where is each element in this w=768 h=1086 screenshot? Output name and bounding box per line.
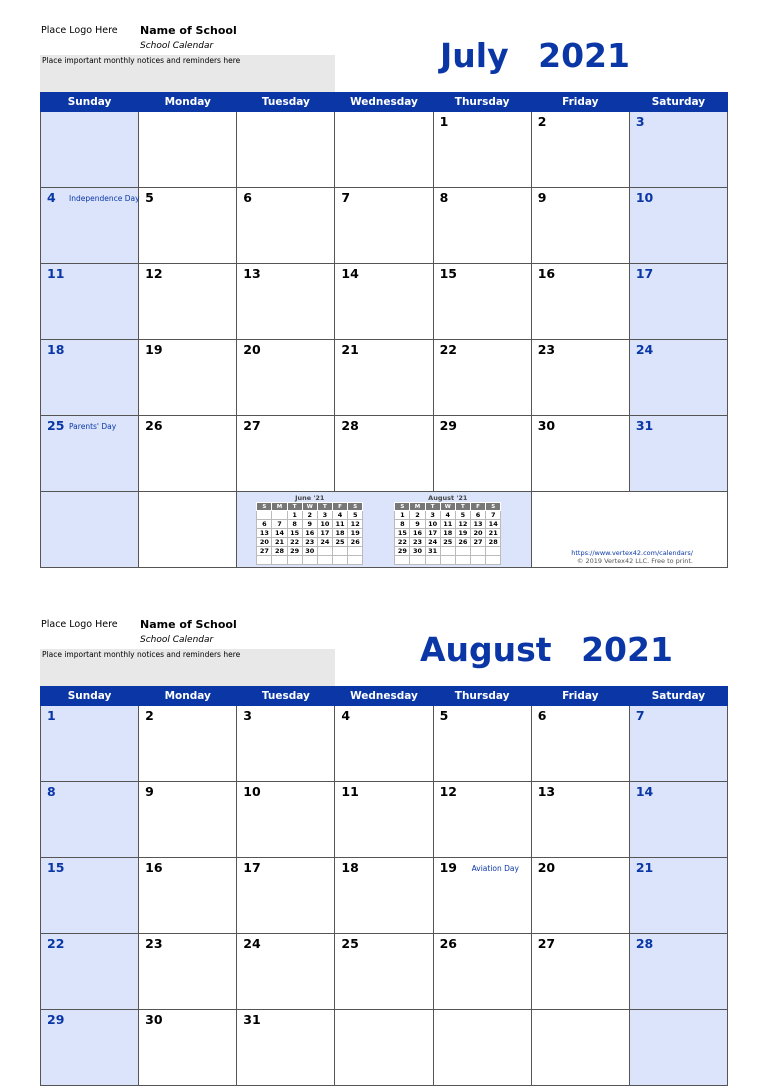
day-number: 22 [439, 342, 457, 357]
day-number: 4 [341, 708, 351, 723]
mini-day: 22 [395, 538, 410, 547]
day-cell[interactable] [531, 934, 629, 1010]
mini-day: 18 [440, 529, 455, 538]
day-cell[interactable] [335, 782, 433, 858]
mini-day: 6 [470, 511, 485, 520]
weekday-header: Saturday [629, 687, 727, 706]
extra-row [41, 492, 728, 568]
day-cell[interactable] [237, 934, 335, 1010]
mini-day: 31 [425, 547, 440, 556]
mini-day [440, 556, 455, 565]
day-cell[interactable] [237, 1010, 335, 1086]
day-number: 19 [145, 342, 163, 357]
day-number: 2 [145, 708, 154, 723]
day-number: 4 [47, 190, 56, 205]
mini-day: 20 [257, 538, 272, 547]
weekday-header: Wednesday [335, 93, 433, 112]
day-number: 20 [243, 342, 261, 357]
mini-day [332, 556, 347, 565]
week-row [41, 934, 728, 1010]
day-cell[interactable] [139, 858, 237, 934]
day-cell[interactable] [531, 858, 629, 934]
day-number: 12 [145, 266, 163, 281]
day-note: Aviation Day [471, 864, 519, 873]
day-cell[interactable] [531, 188, 629, 264]
mini-day: 5 [348, 511, 363, 520]
day-cell[interactable] [531, 340, 629, 416]
day-number: 29 [439, 418, 457, 433]
day-cell[interactable] [629, 1010, 727, 1086]
day-number: 10 [635, 190, 654, 205]
day-number: 15 [439, 266, 457, 281]
day-number: 1 [439, 114, 449, 129]
mini-day [272, 556, 287, 565]
day-cell[interactable] [139, 112, 237, 188]
mini-calendar-title: August '21 [428, 494, 468, 502]
day-cell[interactable] [629, 706, 727, 782]
mini-day [317, 547, 332, 556]
day-number: 18 [47, 342, 65, 357]
day-cell[interactable] [433, 264, 531, 340]
weekday-header: Monday [139, 687, 237, 706]
day-cell[interactable] [629, 340, 727, 416]
day-number: 2 [537, 114, 547, 129]
day-cell[interactable] [237, 112, 335, 188]
mini-weekday: S [257, 503, 272, 511]
day-cell[interactable] [629, 416, 727, 492]
day-number: 6 [537, 708, 547, 723]
mini-day: 22 [287, 538, 302, 547]
day-number: 5 [439, 708, 449, 723]
mini-day: 26 [348, 538, 363, 547]
mini-day [287, 556, 302, 565]
mini-weekday: S [486, 503, 501, 511]
mini-day: 23 [302, 538, 317, 547]
day-number: 24 [635, 342, 654, 357]
day-cell[interactable] [433, 416, 531, 492]
calendar-subtitle: School Calendar [140, 635, 214, 645]
mini-day: 15 [287, 529, 302, 538]
day-cell[interactable] [237, 706, 335, 782]
day-number: 14 [635, 784, 654, 799]
day-number: 9 [537, 190, 547, 205]
mini-day: 1 [287, 511, 302, 520]
mini-day: 27 [470, 538, 485, 547]
mini-day: 12 [348, 520, 363, 529]
week-row [41, 782, 728, 858]
mini-weekday: M [410, 503, 425, 511]
mini-day: 28 [272, 547, 287, 556]
day-cell[interactable] [335, 188, 433, 264]
mini-day: 16 [302, 529, 317, 538]
mini-day: 17 [317, 529, 332, 538]
mini-calendar-title: June '21 [295, 494, 325, 502]
mini-day: 10 [425, 520, 440, 529]
day-number: 10 [243, 784, 261, 799]
day-number: 19 [439, 860, 457, 875]
mini-weekday: W [440, 503, 455, 511]
day-cell[interactable] [433, 858, 531, 934]
mini-day [317, 556, 332, 565]
mini-day: 21 [486, 529, 501, 538]
day-cell[interactable] [531, 706, 629, 782]
mini-day: 11 [332, 520, 347, 529]
mini-day: 19 [348, 529, 363, 538]
mini-day: 23 [410, 538, 425, 547]
mini-day: 25 [332, 538, 347, 547]
mini-weekday: T [455, 503, 470, 511]
mini-day [470, 547, 485, 556]
day-number: 3 [635, 114, 645, 129]
day-number: 13 [537, 784, 556, 799]
month-year: 2021 [581, 630, 673, 669]
month-name: July [440, 36, 509, 75]
mini-weekday: T [287, 503, 302, 511]
weekday-header: Saturday [629, 93, 727, 112]
mini-day: 30 [410, 547, 425, 556]
day-cell[interactable] [41, 340, 139, 416]
mini-weekday: S [395, 503, 410, 511]
mini-day [455, 556, 470, 565]
day-cell[interactable] [531, 416, 629, 492]
day-cell[interactable] [139, 706, 237, 782]
month-title [440, 36, 630, 82]
day-number: 1 [47, 708, 56, 723]
mini-day: 12 [455, 520, 470, 529]
weekday-header: Tuesday [237, 687, 335, 706]
mini-day: 27 [257, 547, 272, 556]
mini-day: 7 [486, 511, 501, 520]
mini-day [395, 556, 410, 565]
mini-day: 28 [486, 538, 501, 547]
calendar-subtitle: School Calendar [140, 41, 214, 51]
day-cell[interactable] [629, 264, 727, 340]
mini-day [257, 556, 272, 565]
day-number: 24 [243, 936, 261, 951]
day-number: 5 [145, 190, 154, 205]
weekday-header: Sunday [41, 93, 139, 112]
mini-weekday: M [272, 503, 287, 511]
day-cell[interactable] [335, 706, 433, 782]
day-cell[interactable] [139, 934, 237, 1010]
school-name: Name of School [140, 618, 237, 631]
day-number: 6 [243, 190, 252, 205]
day-cell[interactable] [531, 264, 629, 340]
mini-day: 17 [425, 529, 440, 538]
day-cell[interactable] [531, 112, 629, 188]
weekday-header: Friday [531, 687, 629, 706]
day-number: 17 [243, 860, 261, 875]
day-number: 27 [537, 936, 556, 951]
mini-day [440, 547, 455, 556]
day-cell[interactable] [237, 782, 335, 858]
logo-placeholder: Place Logo Here [41, 25, 118, 36]
mini-day: 24 [425, 538, 440, 547]
day-cell[interactable] [41, 1010, 139, 1086]
mini-day: 3 [317, 511, 332, 520]
mini-day: 21 [272, 538, 287, 547]
month-grid [40, 92, 728, 568]
mini-calendar [394, 494, 501, 565]
day-cell[interactable] [139, 782, 237, 858]
mini-day: 8 [395, 520, 410, 529]
day-number: 18 [341, 860, 359, 875]
day-number: 21 [341, 342, 359, 357]
mini-day: 4 [332, 511, 347, 520]
mini-day: 8 [287, 520, 302, 529]
day-number: 16 [537, 266, 556, 281]
week-row [41, 340, 728, 416]
mini-day [410, 556, 425, 565]
mini-weekday: W [302, 503, 317, 511]
month-name: August [420, 630, 552, 669]
day-number: 30 [537, 418, 556, 433]
day-number: 29 [47, 1012, 65, 1027]
day-cell[interactable] [237, 858, 335, 934]
weekday-header: Sunday [41, 687, 139, 706]
day-number: 8 [439, 190, 449, 205]
calendar-header [0, 0, 768, 92]
mini-day: 2 [302, 511, 317, 520]
mini-day: 30 [302, 547, 317, 556]
day-number: 22 [47, 936, 65, 951]
mini-day: 4 [440, 511, 455, 520]
day-number: 26 [145, 418, 163, 433]
copyright-text: © 2019 Vertex42 LLC. Free to print. [576, 557, 693, 565]
day-cell[interactable] [629, 858, 727, 934]
day-number: 7 [341, 190, 351, 205]
day-number: 15 [47, 860, 65, 875]
day-cell[interactable] [629, 188, 727, 264]
day-number: 28 [635, 936, 654, 951]
vertex42-link[interactable]: https://www.vertex42.com/calendars/ [571, 549, 693, 557]
mini-day: 10 [317, 520, 332, 529]
day-cell[interactable] [41, 188, 139, 264]
day-cell[interactable] [531, 1010, 629, 1086]
mini-day [425, 556, 440, 565]
mini-day [348, 556, 363, 565]
weekday-header: Thursday [433, 687, 531, 706]
day-cell[interactable] [629, 782, 727, 858]
day-note: Parents' Day [69, 422, 117, 431]
mini-calendar [256, 494, 363, 565]
mini-day: 13 [470, 520, 485, 529]
day-cell[interactable] [41, 782, 139, 858]
mini-weekday: T [425, 503, 440, 511]
month-year: 2021 [538, 36, 630, 75]
day-number: 26 [439, 936, 457, 951]
day-cell[interactable] [433, 1010, 531, 1086]
day-cell[interactable] [433, 782, 531, 858]
day-number: 23 [145, 936, 163, 951]
weekday-header: Thursday [433, 93, 531, 112]
day-number: 27 [243, 418, 261, 433]
day-cell[interactable] [41, 416, 139, 492]
day-cell[interactable] [433, 188, 531, 264]
week-row [41, 706, 728, 782]
week-row [41, 416, 728, 492]
day-number: 3 [243, 708, 252, 723]
day-number: 31 [635, 418, 654, 433]
notice-box[interactable]: Place important monthly notices and reminders here [40, 55, 335, 92]
day-cell[interactable] [237, 340, 335, 416]
day-number: 21 [635, 860, 654, 875]
logo-placeholder: Place Logo Here [41, 619, 118, 630]
credits-cell [531, 492, 727, 568]
day-number: 14 [341, 266, 359, 281]
mini-day: 24 [317, 538, 332, 547]
day-cell[interactable] [335, 112, 433, 188]
day-number: 17 [635, 266, 654, 281]
day-number: 11 [47, 266, 65, 281]
mini-day: 29 [395, 547, 410, 556]
day-number: 9 [145, 784, 154, 799]
weekday-header: Wednesday [335, 687, 433, 706]
day-number: 7 [635, 708, 645, 723]
day-cell[interactable] [629, 112, 727, 188]
mini-day: 6 [257, 520, 272, 529]
day-cell[interactable] [41, 264, 139, 340]
week-row [41, 264, 728, 340]
week-row [41, 112, 728, 188]
mini-day: 2 [410, 511, 425, 520]
mini-day [332, 547, 347, 556]
day-cell[interactable] [335, 264, 433, 340]
mini-day [455, 547, 470, 556]
day-number: 23 [537, 342, 556, 357]
day-number: 28 [341, 418, 359, 433]
school-name: Name of School [140, 24, 237, 37]
day-cell[interactable] [335, 1010, 433, 1086]
mini-day: 5 [455, 511, 470, 520]
mini-day: 25 [440, 538, 455, 547]
mini-day: 7 [272, 520, 287, 529]
calendar-august [0, 594, 768, 1027]
day-cell[interactable] [139, 492, 237, 568]
notice-box[interactable]: Place important monthly notices and reminders here [40, 649, 335, 686]
week-row [41, 1010, 728, 1086]
day-cell[interactable] [139, 188, 237, 264]
day-number: 11 [341, 784, 359, 799]
day-cell[interactable] [139, 340, 237, 416]
day-cell[interactable] [335, 858, 433, 934]
mini-day: 3 [425, 511, 440, 520]
day-number: 8 [47, 784, 56, 799]
mini-day: 15 [395, 529, 410, 538]
day-cell[interactable] [531, 782, 629, 858]
day-cell[interactable] [335, 934, 433, 1010]
weekday-header: Monday [139, 93, 237, 112]
day-cell[interactable] [139, 264, 237, 340]
mini-day [257, 511, 272, 520]
weekday-header: Tuesday [237, 93, 335, 112]
day-number: 31 [243, 1012, 261, 1027]
day-number: 20 [537, 860, 556, 875]
day-number: 25 [47, 418, 65, 433]
credits [571, 549, 693, 565]
mini-day [470, 556, 485, 565]
mini-day: 19 [455, 529, 470, 538]
mini-day: 9 [302, 520, 317, 529]
day-cell[interactable] [41, 934, 139, 1010]
week-row [41, 858, 728, 934]
mini-day: 14 [272, 529, 287, 538]
calendar-header [0, 594, 768, 686]
day-cell[interactable] [237, 264, 335, 340]
mini-day [486, 556, 501, 565]
mini-day: 11 [440, 520, 455, 529]
mini-day [272, 511, 287, 520]
month-grid [40, 686, 728, 1086]
mini-day: 29 [287, 547, 302, 556]
day-cell[interactable] [237, 416, 335, 492]
day-cell[interactable] [335, 340, 433, 416]
week-row [41, 188, 728, 264]
day-cell[interactable] [41, 492, 139, 568]
mini-day: 18 [332, 529, 347, 538]
mini-day: 16 [410, 529, 425, 538]
day-cell[interactable] [139, 416, 237, 492]
mini-day: 14 [486, 520, 501, 529]
day-number: 12 [439, 784, 457, 799]
day-cell[interactable] [433, 340, 531, 416]
mini-day: 1 [395, 511, 410, 520]
day-number: 13 [243, 266, 261, 281]
day-number: 16 [145, 860, 163, 875]
day-cell[interactable] [433, 112, 531, 188]
weekday-header: Friday [531, 93, 629, 112]
mini-day: 20 [470, 529, 485, 538]
day-cell[interactable] [139, 1010, 237, 1086]
mini-weekday: F [332, 503, 347, 511]
mini-day: 9 [410, 520, 425, 529]
day-cell[interactable] [41, 706, 139, 782]
day-number: 25 [341, 936, 359, 951]
mini-weekday: S [348, 503, 363, 511]
day-cell[interactable] [237, 188, 335, 264]
mini-day [486, 547, 501, 556]
mini-weekday: F [470, 503, 485, 511]
mini-day: 26 [455, 538, 470, 547]
day-cell[interactable] [335, 416, 433, 492]
mini-day [348, 547, 363, 556]
day-number: 30 [145, 1012, 163, 1027]
mini-weekday: T [317, 503, 332, 511]
day-note: Independence Day [69, 194, 140, 203]
mini-day: 13 [257, 529, 272, 538]
mini-day [302, 556, 317, 565]
day-cell[interactable] [41, 858, 139, 934]
day-cell[interactable] [629, 934, 727, 1010]
day-cell[interactable] [41, 112, 139, 188]
day-cell[interactable] [433, 934, 531, 1010]
day-cell[interactable] [433, 706, 531, 782]
month-title [420, 630, 673, 676]
mini-calendars [237, 492, 531, 568]
